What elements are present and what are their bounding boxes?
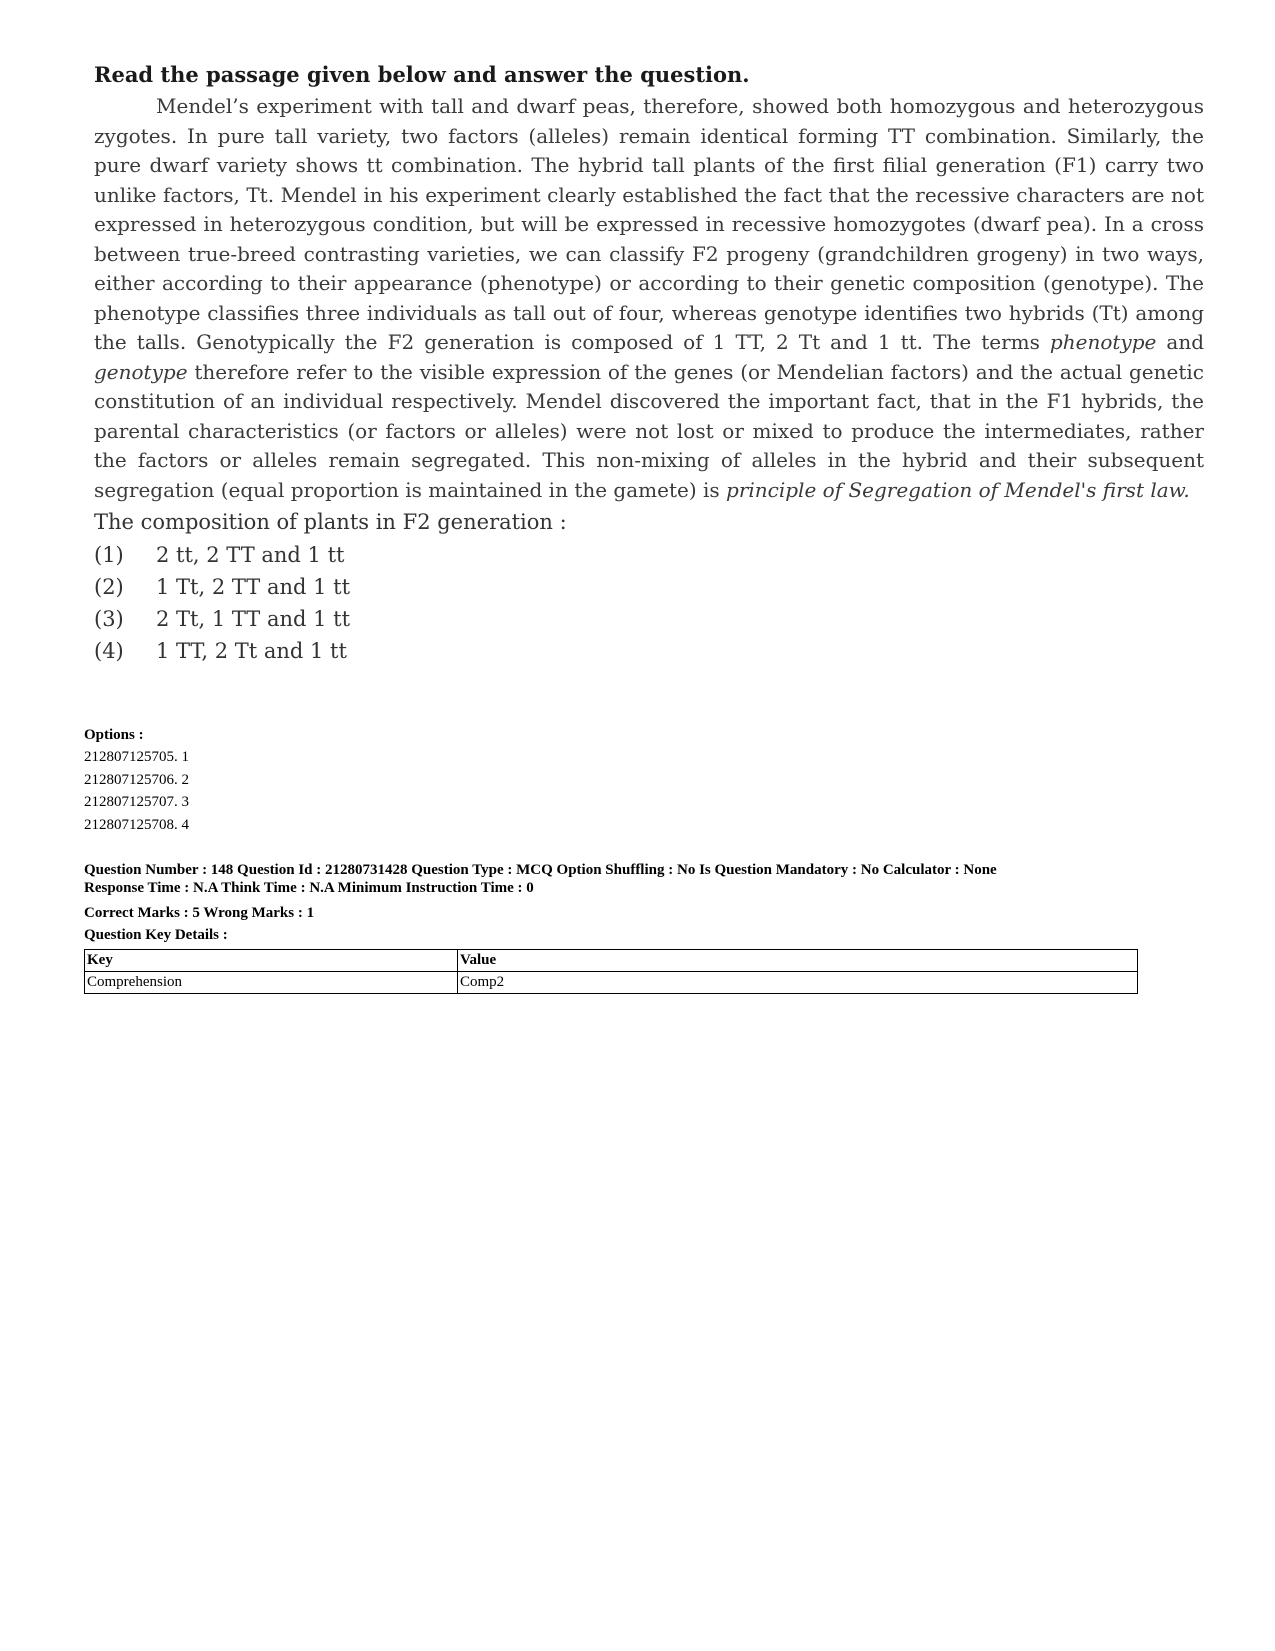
option-item: 212807125705. 1 bbox=[84, 749, 189, 765]
option-item: 212807125706. 2 bbox=[84, 771, 189, 788]
cell-value: Comp2 bbox=[458, 972, 1138, 994]
question-metadata bbox=[84, 724, 1144, 994]
table-header-row bbox=[85, 950, 1138, 972]
key-table bbox=[84, 949, 1138, 994]
choice-number: (1) bbox=[94, 543, 124, 567]
choice-number: (4) bbox=[94, 639, 124, 663]
choice-1 bbox=[94, 539, 1204, 571]
passage-italic-end: principle of Segregation of Mendel's first law. bbox=[726, 477, 1190, 502]
passage-part-3: therefore refer to the visible expression of the genes (or Mendelian factors) and the actual genetic constitution of an individual respectively. Mendel discovered the important fact, that in the F1 hybrids, the parental characteristics (or factors or alleles) were not lost or mixed to produce the intermediates, rather the factors or alleles remain segregated. This non-mixing of alleles in the hybrid and their subsequent segregation (equal proportion is maintained in the gamete) is bbox=[94, 359, 1204, 502]
choice-number: (3) bbox=[94, 607, 124, 631]
option-item: 212807125708. 4 bbox=[84, 816, 189, 833]
question-info-line-2: Response Time : N.A Think Time : N.A Minimum Instruction Time : 0 bbox=[84, 879, 534, 896]
passage-text bbox=[94, 92, 1204, 505]
question-info bbox=[84, 862, 1144, 897]
key-details-heading: Question Key Details : bbox=[84, 927, 228, 943]
choice-number: (2) bbox=[94, 575, 124, 599]
header-value: Value bbox=[458, 950, 1138, 972]
question-info-line-1: Question Number : 148 Question Id : 21280731428 Question Type : MCQ Option Shuffling : No Is Question Mandatory : No Calculator : None bbox=[84, 862, 997, 878]
term-phenotype: phenotype bbox=[1049, 330, 1157, 354]
choice-text: 2 tt, 2 TT and 1 tt bbox=[156, 543, 345, 567]
choice-2 bbox=[94, 571, 1204, 603]
passage-scan bbox=[94, 60, 1204, 667]
cell-key: Comprehension bbox=[85, 972, 458, 994]
passage-part-2: and bbox=[1156, 330, 1205, 354]
marks-line: Correct Marks : 5 Wrong Marks : 1 bbox=[84, 905, 315, 921]
choice-text: 2 Tt, 1 TT and 1 tt bbox=[156, 607, 351, 631]
term-genotype: genotype bbox=[94, 359, 188, 384]
instruction-heading: Read the passage given below and answer the question. bbox=[94, 62, 750, 87]
passage-part-1: Mendel’s experiment with tall and dwarf peas, therefore, showed both homozygous and heterozygous zygotes. In pure tall variety, two factors (alleles) remain identical forming TT combination. Similarly, the pure dwarf variety shows tt combination. The hybrid tall plants of the first filial generation (F1) carry two unlike factors, Tt. Mendel in his experiment clearly established the fact that the recessive characters are not expressed in heterozygous condition, but will be expressed in recessive homozygotes (dwarf pea). In a cross between true-breed contrasting varieties, we can classify F2 progeny (grandchildren grogeny) in two ways, either according to their appearance (phenotype) or according to their genetic composition (genotype). The phenotype classifies three individuals as tall out of four, whereas genotype identifies two hybrids (Tt) among the talls. Genotypically the F2 generation is composed of 1 TT, 2 Tt and 1 tt. The terms bbox=[94, 94, 1204, 354]
table-row bbox=[85, 972, 1138, 994]
options-heading: Options : bbox=[84, 727, 144, 743]
question-stem: The composition of plants in F2 generation : bbox=[94, 510, 567, 534]
choice-4 bbox=[94, 635, 1204, 667]
choice-text: 1 TT, 2 Tt and 1 tt bbox=[156, 639, 347, 663]
choice-3 bbox=[94, 603, 1204, 635]
choice-text: 1 Tt, 2 TT and 1 tt bbox=[156, 575, 351, 599]
option-item: 212807125707. 3 bbox=[84, 794, 189, 810]
header-key: Key bbox=[85, 950, 458, 972]
